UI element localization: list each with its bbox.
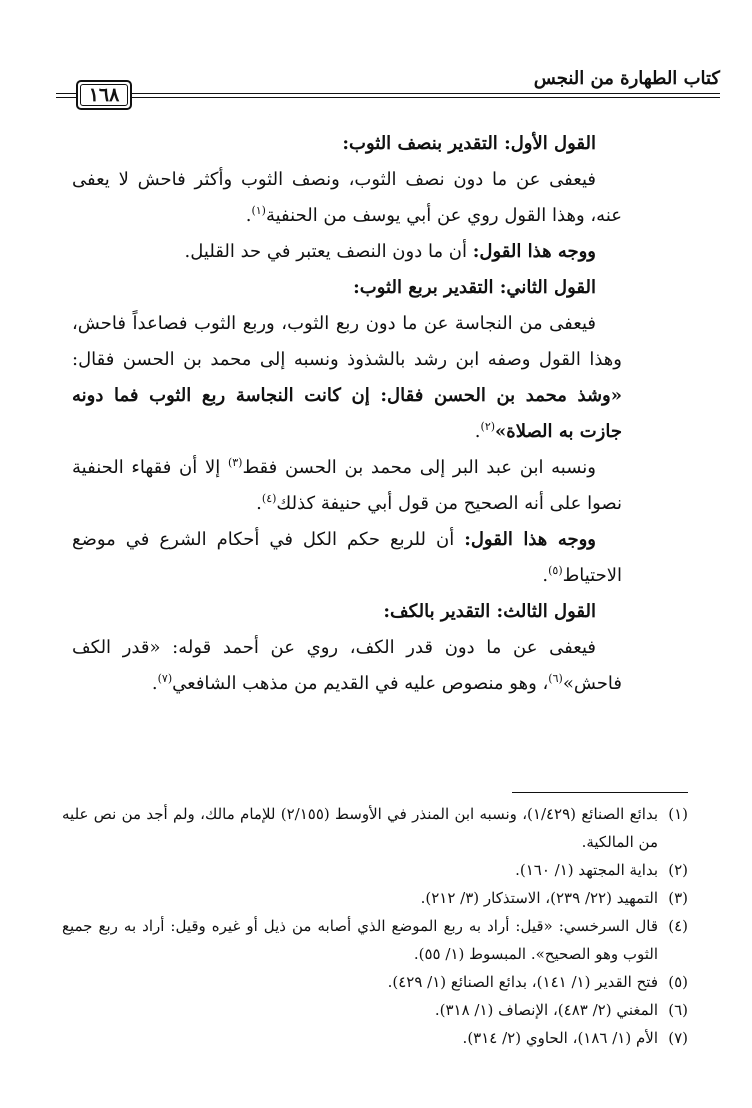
rationale-lead: ووجه هذا القول:	[472, 241, 596, 262]
paragraph-text: فيعفى من النجاسة عن ما دون ربع الثوب، وربع الثوب فصاعداً فاحش، وهذا القول وصفه ابن رشد بالشذوذ ونسبه إلى محمد بن الحسن فقال:	[72, 313, 622, 370]
paragraph-first-opinion	[72, 162, 622, 234]
quotation: «وشذ محمد بن الحسن فقال: إن كانت النجاسة ربع الثوب فما دونه جازت به الصلاة»	[72, 385, 622, 442]
footnote-text: التمهيد (٢٢/ ٢٣٩)، الاستذكار (٣/ ٢١٢).	[420, 889, 658, 907]
main-text	[72, 126, 622, 702]
period: .	[542, 565, 549, 586]
footnote-separator	[512, 792, 688, 793]
footnote-text: الأم (١/ ١٨٦)، الحاوي (٢/ ٣١٤).	[462, 1029, 658, 1047]
footnote-item	[62, 1024, 688, 1052]
footnote-text: قال السرخسي: «قيل: أراد به ربع الموضع الذي أصابه من ذيل أو غيره وقيل: أراد به ربع جميع الثوب وهو الصحيح». المبسوط (١/ ٥٥).	[62, 917, 658, 963]
footnote-ref-6[interactable]: (٦)	[548, 672, 563, 685]
page-header	[56, 60, 720, 114]
paragraph-rationale-second	[72, 522, 622, 594]
footnote-item	[62, 800, 688, 856]
period: .	[245, 205, 252, 226]
running-title: كتاب الطهارة من النجس	[533, 68, 720, 89]
page-number-text: ١٦٨	[88, 84, 120, 106]
footnote-number: (٧)	[668, 1029, 688, 1047]
footnote-ref-3[interactable]: (٣)	[227, 456, 243, 469]
paragraph-text: أن ما دون النصف يعتبر في حد القليل.	[184, 241, 473, 262]
footnote-ref-5[interactable]: (٥)	[548, 564, 563, 577]
footnote-number: (٣)	[668, 889, 688, 907]
page-number	[76, 80, 132, 110]
paragraph-text: فيعفى عن ما دون نصف الثوب، ونصف الثوب وأكثر فاحش لا يعفى عنه، وهذا القول روي عن أبي يوسف من الحنفية	[72, 169, 622, 226]
paragraph-second-opinion	[72, 306, 622, 450]
footnote-ref-7[interactable]: (٧)	[157, 672, 173, 685]
period: .	[474, 421, 481, 442]
paragraph-text: إلا أن فقهاء الحنفية نصوا على أنه الصحيح من قول أبي حنيفة كذلك	[72, 457, 622, 514]
footnote-text: بداية المجتهد (١/ ١٦٠).	[515, 861, 658, 879]
footnote-text: فتح القدير (١/ ١٤١)، بدائع الصنائع (١/ ٤٢٩).	[387, 973, 658, 991]
period: .	[256, 493, 262, 514]
paragraph-ibn-abd-albarr	[72, 450, 622, 522]
period: .	[151, 673, 158, 694]
footnote-number: (٤)	[668, 917, 688, 935]
section-heading-second-opinion: القول الثاني: التقدير بربع الثوب:	[353, 277, 596, 298]
paragraph-third-opinion	[72, 630, 622, 702]
section-heading-third-opinion: القول الثالث: التقدير بالكف:	[383, 601, 596, 622]
paragraph-text: فيعفى عن ما دون قدر الكف، روي عن أحمد قوله: «قدر الكف فاحش»	[72, 637, 622, 694]
footnote-item	[62, 912, 688, 968]
footnote-text: بدائع الصنائع (١/٤٢٩)، ونسبه ابن المنذر في الأوسط (٢/١٥٥) للإمام مالك، ولم أجد من نص عليه من المالكية.	[62, 805, 658, 851]
paragraph-text: أن للربع حكم الكل في أحكام الشرع في موضع الاحتياط	[72, 529, 622, 586]
rationale-lead: ووجه هذا القول:	[464, 529, 597, 550]
header-rule-top	[56, 93, 720, 94]
footnote-number: (٥)	[668, 973, 688, 991]
footnotes	[62, 800, 688, 1052]
footnote-number: (٦)	[668, 1001, 688, 1019]
footnote-ref-2[interactable]: (٢)	[480, 420, 496, 433]
footnote-item	[62, 968, 688, 996]
header-rule-bottom	[56, 97, 720, 98]
footnote-ref-1[interactable]: (١)	[251, 204, 266, 217]
footnote-text: المغني (٢/ ٤٨٣)، الإنصاف (١/ ٣١٨).	[434, 1001, 658, 1019]
footnote-number: (٢)	[668, 861, 688, 879]
footnote-item	[62, 856, 688, 884]
footnote-item	[62, 996, 688, 1024]
section-heading-first-opinion: القول الأول: التقدير بنصف الثوب:	[342, 133, 596, 154]
paragraph-rationale-first	[72, 234, 622, 270]
footnote-number: (١)	[668, 805, 688, 823]
footnote-item	[62, 884, 688, 912]
paragraph-text: ونسبه ابن عبد البر إلى محمد بن الحسن فقط	[242, 457, 596, 478]
paragraph-text: ، وهو منصوص عليه في القديم من مذهب الشافعي	[172, 673, 549, 694]
footnote-ref-4[interactable]: (٤)	[261, 492, 277, 505]
